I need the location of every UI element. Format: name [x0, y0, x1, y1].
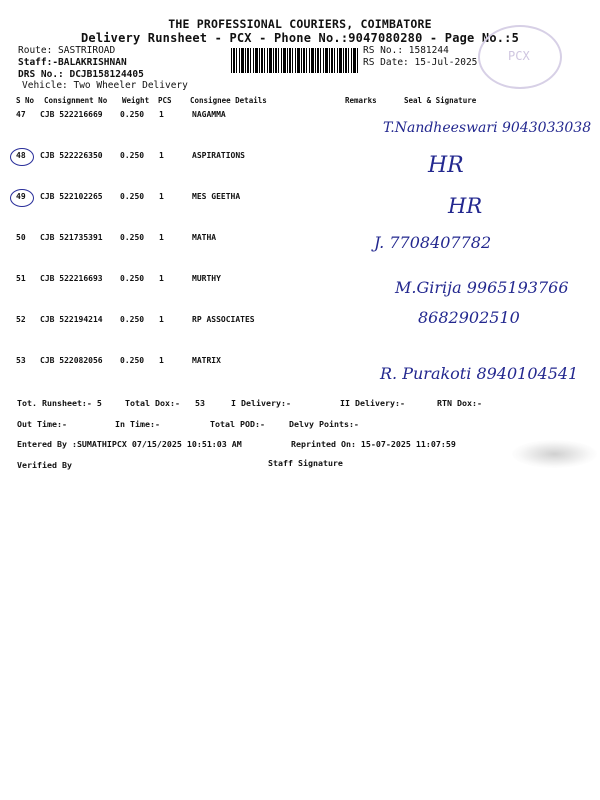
ink-smudge: [512, 440, 597, 468]
ii-delivery: II Delivery:-: [340, 398, 405, 408]
row-consignment: CJB 522226350: [40, 151, 103, 160]
col-sno: S No: [16, 96, 35, 105]
row-consignment: CJB 522082056: [40, 356, 103, 365]
tot-runsheet: Tot. Runsheet:- 5: [17, 398, 102, 408]
row-pcs: 1: [159, 110, 164, 119]
reprinted-on: Reprinted On: 15-07-2025 11:07:59: [291, 439, 456, 449]
col-weight: Weight: [122, 96, 150, 105]
row-consignment: CJB 522194214: [40, 315, 103, 324]
row-consignee: RP ASSOCIATES: [192, 315, 255, 324]
out-time: Out Time:-: [17, 419, 67, 429]
rtn-dox: RTN Dox:-: [437, 398, 482, 408]
table-row: [0, 106, 600, 147]
vehicle-label: Vehicle: Two Wheeler Delivery: [22, 80, 188, 91]
row-weight: 0.250: [120, 274, 145, 283]
col-remarks: Remarks: [345, 96, 377, 105]
row-consignee: ASPIRATIONS: [192, 151, 245, 160]
row-signature: HR: [448, 194, 483, 218]
rs-number: RS No.: 1581244: [363, 45, 449, 56]
i-delivery: I Delivery:-: [231, 398, 291, 408]
staff-label: Staff:-BALAKRISHNAN: [18, 57, 127, 68]
row-consignment: CJB 522216693: [40, 274, 103, 283]
delvy-points: Delvy Points:-: [289, 419, 359, 429]
row-consignment: CJB 522102265: [40, 192, 103, 201]
table-row: [0, 188, 600, 229]
row-signature: T.Nandheeswari 9043033038: [383, 120, 592, 136]
row-consignment: CJB 522216669: [40, 110, 103, 119]
row-sno: 52: [16, 315, 26, 324]
row-consignee: MATRIX: [192, 356, 221, 365]
row-pcs: 1: [159, 192, 164, 201]
row-consignee: MURTHY: [192, 274, 221, 283]
row-weight: 0.250: [120, 151, 145, 160]
runsheet-subtitle: Delivery Runsheet - PCX - Phone No.:9047080280 - Page No.:5: [80, 31, 520, 45]
faded-stamp: [478, 25, 562, 89]
row-signature: HR: [428, 153, 464, 178]
row-weight: 0.250: [120, 192, 145, 201]
row-consignee: NAGAMMA: [192, 110, 226, 119]
table-row: [0, 270, 600, 311]
rs-date: RS Date: 15-Jul-2025: [363, 57, 478, 68]
row-weight: 0.250: [120, 110, 145, 119]
row-sno: 47: [16, 110, 26, 119]
total-dox-value: 53: [195, 398, 205, 408]
table-row: [0, 147, 600, 188]
row-consignee: MES GEETHA: [192, 192, 241, 201]
col-consignment: Consignment No: [44, 96, 108, 105]
table-row: [0, 308, 600, 352]
row-pcs: 1: [159, 151, 164, 160]
row-signature: R. Purakoti 8940104541: [380, 364, 579, 383]
row-weight: 0.250: [120, 233, 145, 242]
route-label: Route: SASTRIROAD: [18, 45, 116, 56]
company-title: THE PROFESSIONAL COURIERS, COIMBATORE: [168, 17, 432, 31]
col-pcs: PCS: [158, 96, 172, 105]
total-pod: Total POD:-: [210, 419, 265, 429]
table-row: [0, 229, 600, 270]
row-sno: 53: [16, 356, 26, 365]
verified-by: Verified By: [17, 460, 72, 470]
row-sno: 48: [16, 151, 26, 160]
row-consignment: CJB 521735391: [40, 233, 103, 242]
table-row: [0, 352, 600, 393]
total-dox-label: Total Dox:-: [125, 398, 180, 408]
row-consignee: MATHA: [192, 233, 217, 242]
row-signature: M.Girija 9965193766: [395, 278, 569, 297]
row-sno: 49: [16, 192, 26, 201]
drs-number: DRS No.: DCJB158124405: [18, 69, 144, 80]
row-pcs: 1: [159, 274, 164, 283]
row-weight: 0.250: [120, 356, 145, 365]
barcode-image: [231, 48, 358, 73]
row-sno: 50: [16, 233, 26, 242]
entered-by: Entered By :SUMATHIPCX 07/15/2025 10:51:03 AM: [17, 439, 242, 449]
row-pcs: 1: [159, 233, 164, 242]
in-time: In Time:-: [115, 419, 160, 429]
col-seal-signature: Seal & Signature: [404, 96, 477, 105]
row-signature: 8682902510: [418, 308, 520, 327]
row-pcs: 1: [159, 356, 164, 365]
col-consignee: Consignee Details: [190, 96, 267, 105]
row-weight: 0.250: [120, 315, 145, 324]
row-sno: 51: [16, 274, 26, 283]
row-signature: J. 7708407782: [374, 233, 492, 252]
staff-signature-label: Staff Signature: [268, 458, 343, 468]
row-pcs: 1: [159, 315, 164, 324]
stamp-text: PCX: [508, 49, 530, 63]
